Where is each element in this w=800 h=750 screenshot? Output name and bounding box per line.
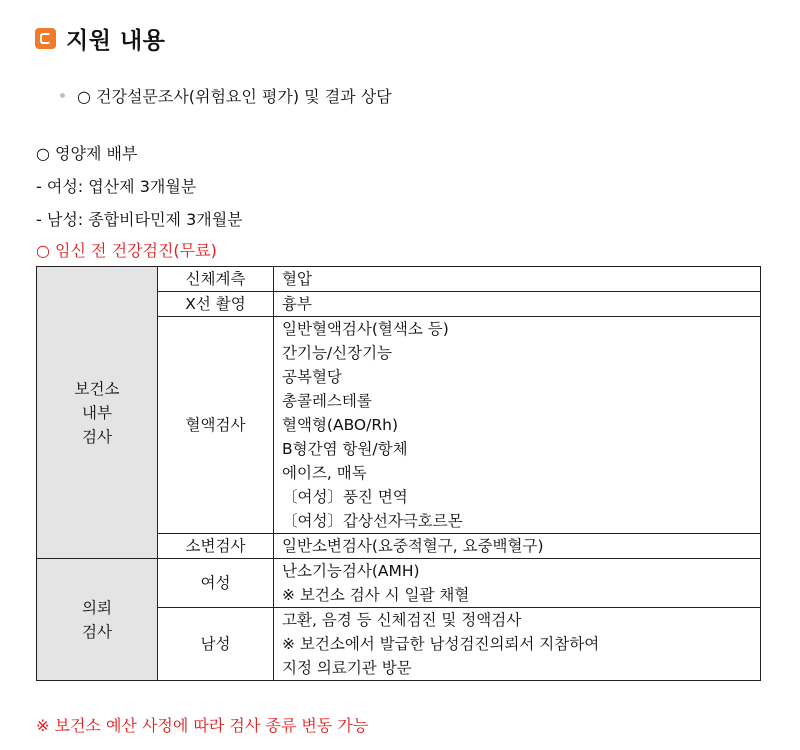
category-cell: 여성 — [158, 559, 274, 608]
exam-table — [36, 266, 761, 681]
bullet-dot-icon — [60, 93, 65, 98]
health-center-group-label: 보건소 내부 검사 — [37, 267, 158, 559]
table-row — [37, 267, 761, 292]
nutrition-female: - 여성: 엽산제 3개월분 — [36, 177, 197, 196]
items-cell: 고환, 음경 등 신체검진 및 정액검사 ※ 보건소에서 발급한 남성검진의뢰서 지참하여 지정 의료기관 방문 — [274, 608, 761, 681]
clinic-group-label: 의뢰 검사 — [37, 559, 158, 681]
bullet-item — [60, 84, 392, 107]
nutrition-heading: ○ 영양제 배부 — [36, 144, 138, 163]
g-badge-icon — [35, 28, 56, 49]
section-title: 지원 내용 — [66, 28, 166, 54]
footer-note: ※ 보건소 예산 사정에 따라 검사 종류 변동 가능 — [36, 716, 369, 735]
items-cell: 난소기능검사(AMH) ※ 보건소 검사 시 일괄 채혈 — [274, 559, 761, 608]
category-cell: 남성 — [158, 608, 274, 681]
table-row — [37, 559, 761, 608]
section-header — [35, 22, 165, 55]
category-cell: 신체계측 — [158, 267, 274, 292]
category-cell: 혈액검사 — [158, 317, 274, 534]
exam-heading: ○ 임신 전 건강검진(무료) — [36, 241, 217, 260]
category-cell: X선 촬영 — [158, 292, 274, 317]
items-cell: 일반혈액검사(혈색소 등) 간기능/신장기능 공복혈당 총콜레스테롤 혈액형(ABO/Rh) B형간염 항원/항체 에이즈, 매독 〔여성〕풍진 면역 〔여성〕갑상선자극호르몬 — [274, 317, 761, 534]
items-cell: 일반소변검사(요중적혈구, 요중백혈구) — [274, 534, 761, 559]
nutrition-male: - 남성: 종합비타민제 3개월분 — [36, 210, 243, 229]
items-cell: 흉부 — [274, 292, 761, 317]
category-cell: 소변검사 — [158, 534, 274, 559]
items-cell: 혈압 — [274, 267, 761, 292]
bullet-text: ○ 건강설문조사(위험요인 평가) 및 결과 상담 — [77, 87, 392, 106]
